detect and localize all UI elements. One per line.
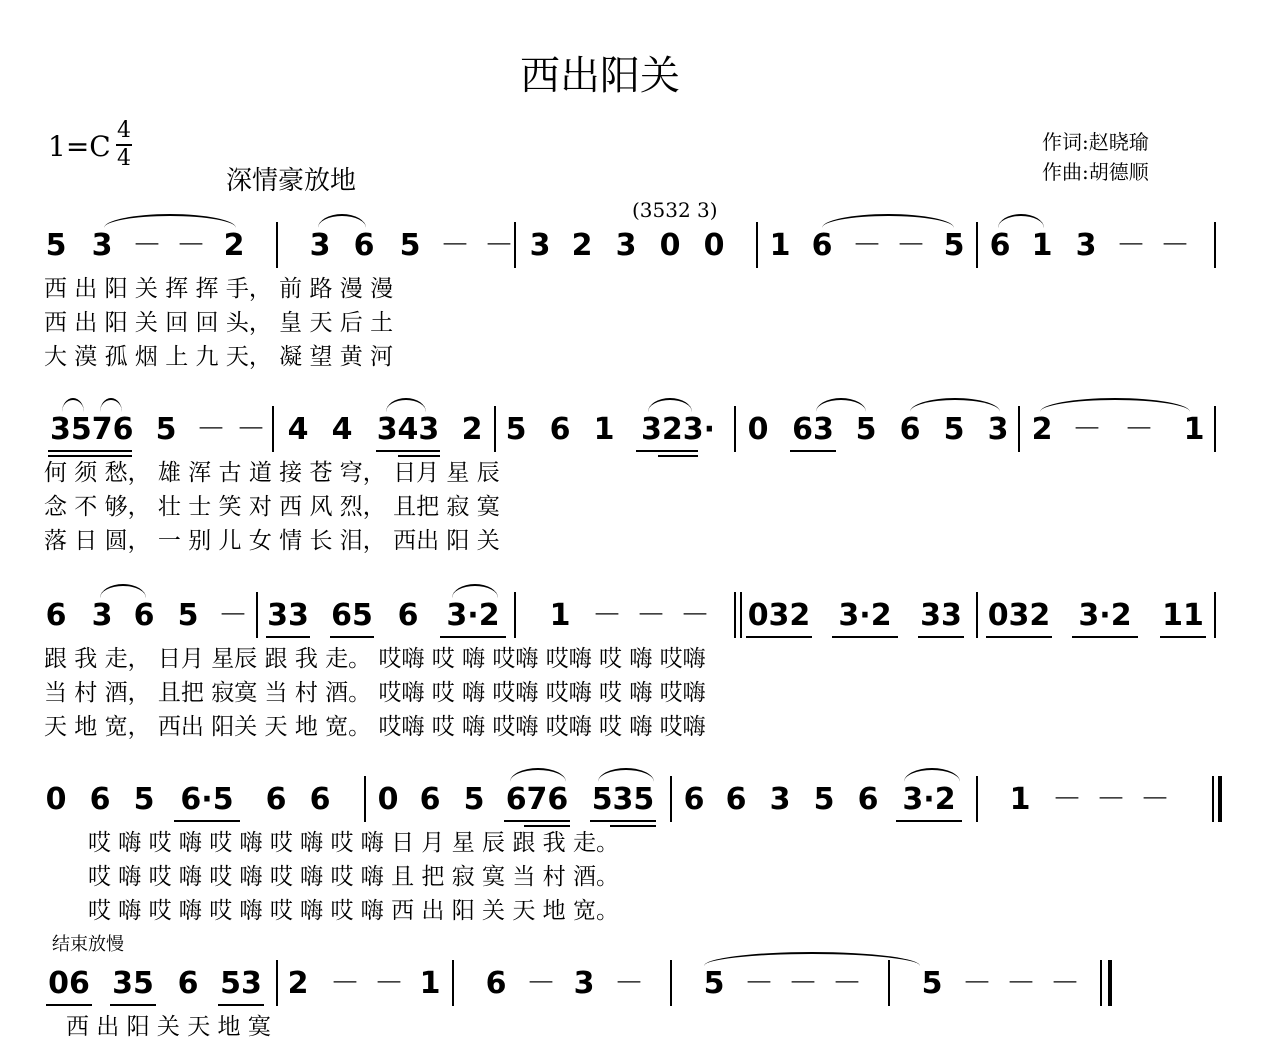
lyric-line: 西 出 阳 关 天 地 寞 [66,1014,271,1040]
note: 11 [1162,598,1204,633]
note: 6 [177,966,199,1001]
note: － [374,966,404,1001]
note: 1 [1031,228,1053,263]
note: 3·2 [902,782,956,817]
lyric-line: 念 不 够， 壮 士 笑 对 西 风 烈， 且把 寂 寞 [44,494,500,520]
lyric-line: 天 地 宽， 西出 阳关 天 地 宽。 哎嗨 哎 嗨 哎嗨 哎嗨 哎 嗨 哎嗨 [44,714,706,740]
staff-row-5 [0,964,1272,1004]
note: 3 [615,228,637,263]
note: 5 [943,412,965,447]
note: 032 [747,598,811,633]
note: 5 [943,228,965,263]
note: － [636,598,666,633]
note: 3 [769,782,791,817]
note: 2 [571,228,593,263]
note: 33 [267,598,309,633]
note: 0 [747,412,769,447]
note: － [484,228,514,263]
note: － [1072,412,1102,447]
note: 6 [419,782,441,817]
grace-notes: (3532 3) [632,198,718,222]
note: 6 [683,782,705,817]
note: 5 [155,412,177,447]
note: 5 [463,782,485,817]
time-bottom: 4 [117,146,131,171]
note: － [1124,412,1154,447]
note: 5 [177,598,199,633]
note: － [962,966,992,1001]
note: － [330,966,360,1001]
note: 676 [505,782,569,817]
note: － [592,598,622,633]
note: 3 [91,598,113,633]
note: 3 [987,412,1009,447]
note: 6 [899,412,921,447]
note: － [1096,782,1126,817]
key-signature: 1=C [48,130,111,163]
song-title: 西出阳关 [520,53,680,99]
note: 3·2 [446,598,500,633]
lyric-line: 大 漠 孤 烟 上 九 天， 凝 望 黄 河 [44,344,394,370]
note: 6 [397,598,419,633]
note: 6 [309,782,331,817]
note: 6 [89,782,111,817]
note: 1 [1009,782,1031,817]
note: 323· [640,412,716,447]
note: － [1116,228,1146,263]
note: 1 [1183,412,1205,447]
note: － [176,228,206,263]
note: － [440,228,470,263]
note: 53 [220,966,262,1001]
note: 63 [792,412,834,447]
lyric-line: 西 出 阳 关 挥 挥 手， 前 路 漫 漫 [44,276,394,302]
time-signature [114,118,134,172]
note: 1 [593,412,615,447]
note: 65 [331,598,373,633]
note: 6 [265,782,287,817]
note: 3 [309,228,331,263]
note: － [1160,228,1190,263]
note: 5 [813,782,835,817]
note: － [896,228,926,263]
note: 2 [223,228,245,263]
note: － [788,966,818,1001]
note: 33 [920,598,962,633]
note: 3 [529,228,551,263]
note: 3 [91,228,113,263]
note: 4 [331,412,353,447]
note: 06 [48,966,90,1001]
lyric-line: 西 出 阳 关 回 回 头， 皇 天 后 土 [44,310,394,336]
note: 0 [377,782,399,817]
note: 6 [989,228,1011,263]
note: 3·2 [1078,598,1132,633]
note: 35 [112,966,154,1001]
note: － [832,966,862,1001]
lyric-line: 当 村 酒， 且把 寂寞 当 村 酒。 哎嗨 哎 嗨 哎嗨 哎嗨 哎 嗨 哎嗨 [44,680,706,706]
note: 6 [811,228,833,263]
note: 6 [133,598,155,633]
note: － [196,412,226,447]
note: 4 [287,412,309,447]
note: － [614,966,644,1001]
note: 2 [461,412,483,447]
note: 6 [45,598,67,633]
note: 5 [855,412,877,447]
note: 3·2 [838,598,892,633]
note: 1 [769,228,791,263]
note: 1 [419,966,441,1001]
staff-row-2 [0,410,1272,450]
note: － [1006,966,1036,1001]
note: 5 [703,966,725,1001]
note: － [132,228,162,263]
note: 1 [549,598,571,633]
note: － [526,966,556,1001]
note: － [1140,782,1170,817]
note: 5 [133,782,155,817]
note: 0 [45,782,67,817]
note: 5 [921,966,943,1001]
note: 0 [703,228,725,263]
note: 032 [987,598,1051,633]
note: 5 [45,228,67,263]
note: 6 [725,782,747,817]
lyricist-credit: 作词:赵晓瑜 [1042,130,1149,154]
expression-mark: 深情豪放地 [226,166,357,196]
note: － [852,228,882,263]
note: 6·5 [180,782,234,817]
note: － [1052,782,1082,817]
note: 6 [857,782,879,817]
note: 3576 [50,412,134,447]
staff-row-4 [0,780,1272,820]
note: 5 [399,228,421,263]
note: 5 [505,412,527,447]
staff-row-3 [0,596,1272,636]
lyric-line: 哎 嗨 哎 嗨 哎 嗨 哎 嗨 哎 嗨 日 月 星 辰 跟 我 走。 [88,830,619,856]
note: 6 [485,966,507,1001]
lyric-line: 跟 我 走， 日月 星辰 跟 我 走。 哎嗨 哎 嗨 哎嗨 哎嗨 哎 嗨 哎嗨 [44,646,706,672]
lyric-line: 何 须 愁， 雄 浑 古 道 接 苍 穹， 日月 星 辰 [44,460,500,486]
staff-row-1 [0,226,1272,266]
note: 2 [1031,412,1053,447]
lyric-line: 落 日 圆， 一 别 儿 女 情 长 泪， 西出 阳 关 [44,528,500,554]
lyric-line: 哎 嗨 哎 嗨 哎 嗨 哎 嗨 哎 嗨 且 把 寂 寞 当 村 酒。 [88,864,619,890]
note: 2 [287,966,309,1001]
note: 0 [659,228,681,263]
note: 6 [353,228,375,263]
ending-instruction: 结束放慢 [52,934,124,955]
note: － [218,598,248,633]
time-top: 4 [117,118,131,143]
composer-credit: 作曲:胡德顺 [1042,160,1149,184]
note: － [236,412,266,447]
note: － [1050,966,1080,1001]
lyric-line: 哎 嗨 哎 嗨 哎 嗨 哎 嗨 哎 嗨 西 出 阳 关 天 地 宽。 [88,898,619,924]
note: － [680,598,710,633]
note: 3 [573,966,595,1001]
note: 3 [1075,228,1097,263]
note: － [744,966,774,1001]
note: 535 [591,782,655,817]
note: 343 [376,412,440,447]
note: 6 [549,412,571,447]
